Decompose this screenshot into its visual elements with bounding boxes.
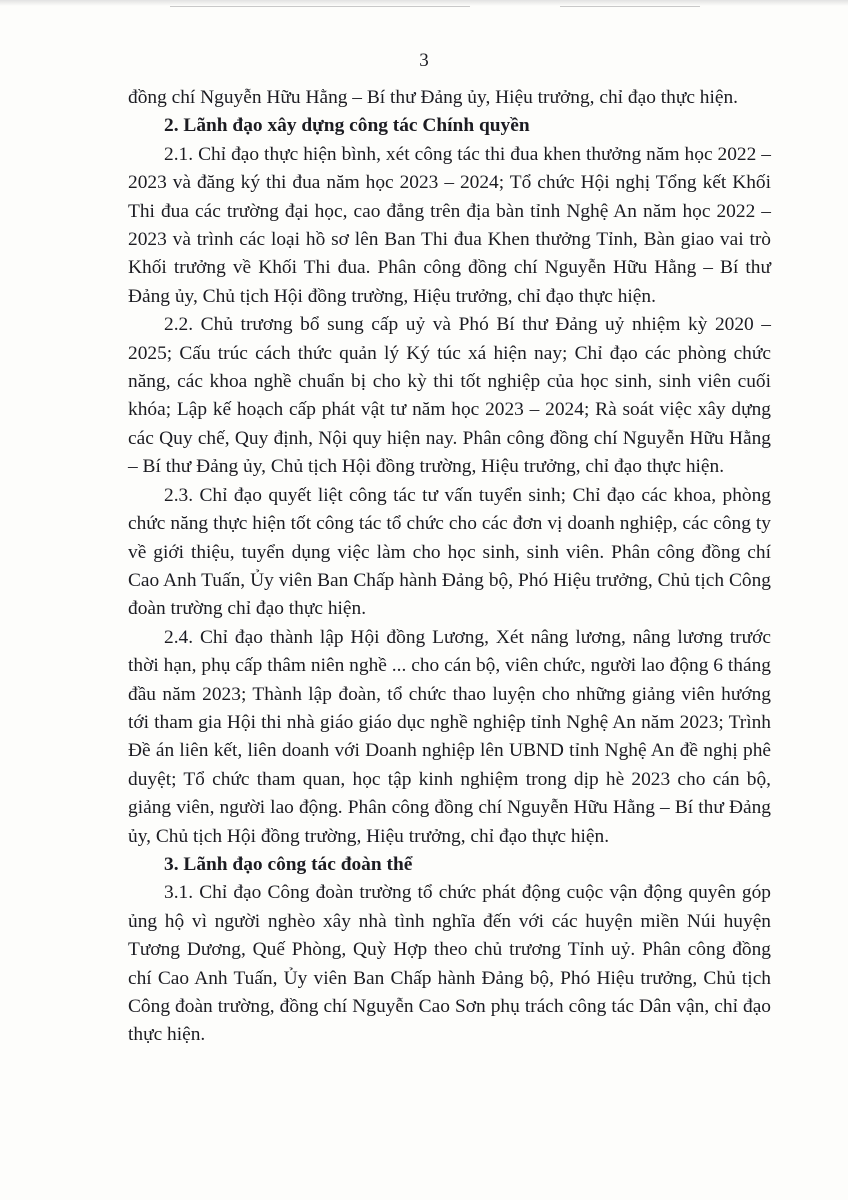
scan-edge-line: [170, 6, 470, 7]
section-heading: 3. Lãnh đạo công tác đoàn thể: [164, 853, 413, 875]
section-heading: 2. Lãnh đạo xây dựng công tác Chính quyền: [164, 115, 530, 137]
paragraph: 3.1. Chỉ đạo Công đoàn trường tổ chức phát động cuộc vận động quyên góp ủng hộ vì người nghèo xây nhà tình nghĩa đến với các huyện miền Núi huyện Tương Dương, Quế Phòng, Quỳ Hợp theo chủ trương Tỉnh uỷ. Phân công đồng chí Cao Anh Tuấn, Ủy viên Ban Chấp hành Đảng bộ, Phó Hiệu trưởng, Chủ tịch Công đoàn trường, đồng chí Nguyễn Cao Sơn phụ trách công tác Dân vận, chỉ đạo thực hiện.: [128, 882, 771, 1046]
paragraph: 2.2. Chủ trương bổ sung cấp uỷ và Phó Bí thư Đảng uỷ nhiệm kỳ 2020 – 2025; Cấu trúc cách thức quản lý Ký túc xá hiện nay; Chỉ đạo các phòng chức năng, các khoa nghề chuẩn bị cho kỳ thi tốt nghiệp của học sinh, sinh viên cuối khóa; Lập kế hoạch cấp phát vật tư năm học 2023 – 2024; Rà soát việc xây dựng các Quy chế, Quy định, Nội quy hiện nay. Phân công đồng chí Nguyễn Hữu Hằng – Bí thư Đảng ủy, Chủ tịch Hội đồng trường, Hiệu trưởng, chỉ đạo thực hiện.: [128, 314, 771, 478]
paragraph: đồng chí Nguyễn Hữu Hằng – Bí thư Đảng ủy, Hiệu trưởng, chỉ đạo thực hiện.: [128, 87, 739, 108]
paragraph: 2.3. Chỉ đạo quyết liệt công tác tư vấn tuyển sinh; Chỉ đạo các khoa, phòng chức năng thực hiện tốt công tác tổ chức cho các đơn vị doanh nghiệp, các công ty về giới thiệu, tuyển dụng việc làm cho học sinh, sinh viên. Phân công đồng chí Cao Anh Tuấn, Ủy viên Ban Chấp hành Đảng bộ, Phó Hiệu trưởng, Chủ tịch Công đoàn trường chỉ đạo thực hiện.: [128, 484, 771, 620]
paragraph: 2.1. Chỉ đạo thực hiện bình, xét công tác thi đua khen thưởng năm học 2022 – 2023 và đăng ký thi đua năm học 2023 – 2024; Tổ chức Hội nghị Tổng kết Khối Thi đua các trường đại học, cao đẳng trên địa bàn tỉnh Nghệ An năm học 2022 – 2023 và trình các loại hồ sơ lên Ban Thi đua Khen thưởng Tỉnh, Bàn giao vai trò Khối trưởng về Khối Thi đua. Phân công đồng chí Nguyễn Hữu Hằng – Bí thư Đảng ủy, Chủ tịch Hội đồng trường, Hiệu trưởng, chỉ đạo thực hiện.: [128, 143, 771, 307]
document-body: [128, 84, 771, 1050]
paragraph: 2.4. Chỉ đạo thành lập Hội đồng Lương, Xét nâng lương, nâng lương trước thời hạn, phụ cấp thâm niên nghề ... cho cán bộ, viên chức, người lao động 6 tháng đầu năm 2023; Thành lập đoàn, tổ chức thao luyện cho những giảng viên hướng tới tham gia Hội thi nhà giáo giáo dục nghề nghiệp tỉnh Nghệ An năm 2023; Trình Đề án liên kết, liên doanh với Doanh nghiệp lên UBND tỉnh Nghệ An đề nghị phê duyệt; Tổ chức tham quan, học tập kinh nghiệm trong dịp hè 2023 cho cán bộ, giảng viên, người lao động. Phân công đồng chí Nguyễn Hữu Hằng – Bí thư Đảng ủy, Chủ tịch Hội đồng trường, Hiệu trưởng, chỉ đạo thực hiện.: [128, 626, 771, 847]
page-number: 3: [419, 50, 429, 71]
scan-edge-line: [560, 6, 700, 7]
